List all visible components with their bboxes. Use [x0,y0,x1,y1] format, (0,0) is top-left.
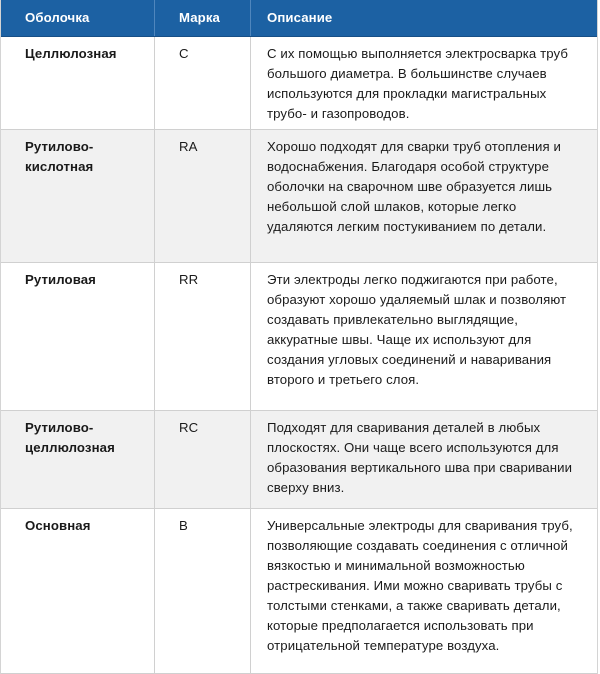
coating-cell: Целлюлозная [1,37,155,129]
description-cell: Эти электроды легко поджигаются при работе, образуют хорошо удаляемый шлак и позволяют создавать привлекательно выглядящие, аккуратные швы. Чаще их используют для создания угловых соединений и наваривания второго и третьего слоя. [267,272,567,387]
table-row [1,411,597,509]
description-cell: С их помощью выполняется электросварка труб большого диаметра. В большинстве случаев используются для прокладки магистральных трубо- и газопроводов. [267,46,569,121]
description-cell: Универсальные электроды для сваривания труб, позволяющие создавать соединения с отличной вязкостью и минимальной возможностью растрескивания. Ими можно сваривать трубы с толстыми стенками, а также сваривать детали, которые предполагается использовать при отрицательной температуре воздуха. [267,518,573,653]
column-header-coating: Оболочка [1,0,155,36]
mark-cell: RC [155,411,251,508]
mark-cell: C [155,37,251,129]
table-header-row [1,0,597,37]
coating-cell: Рутилово-кислотная [1,130,155,262]
coating-cell: Основная [1,509,155,673]
table-row [1,37,597,130]
table-row [1,509,597,674]
mark-cell: RR [155,263,251,410]
description-cell: Подходят для сваривания деталей в любых плоскостях. Они чаще всего используются для образования вертикального шва при сваривании сверху вниз. [267,420,573,495]
table-row [1,130,597,263]
column-header-description: Описание [267,10,333,25]
coating-cell: Рутиловая [1,263,155,410]
table-row [1,263,597,411]
mark-cell: B [155,509,251,673]
coating-cell: Рутилово-целлюлозная [1,411,155,508]
description-cell: Хорошо подходят для сварки труб отопления и водоснабжения. Благодаря особой структуре оболочки на сварочном шве образуется лишь небольшой слой шлаков, которые легко удаляются легким постукиванием по детали. [267,139,561,234]
column-header-mark: Марка [155,0,251,36]
mark-cell: RA [155,130,251,262]
